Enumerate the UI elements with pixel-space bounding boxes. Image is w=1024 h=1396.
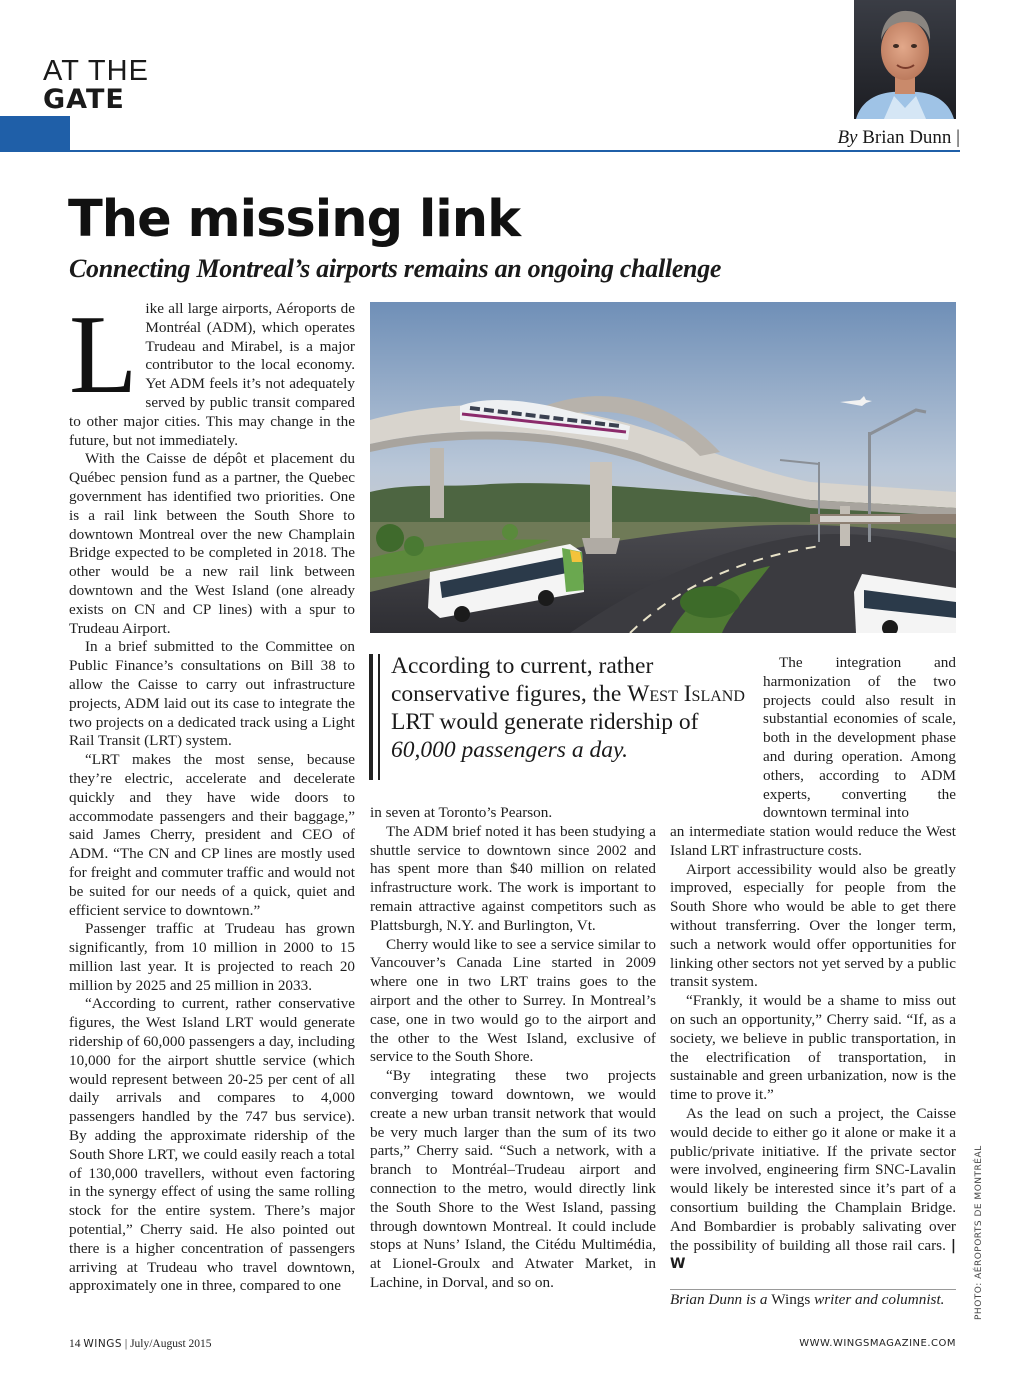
byline-prefix: By bbox=[837, 127, 858, 148]
paragraph-text: As the lead on such a project, the Caisse would decide to either go it alone or make it a public/private initiative. If the private sector were involved, engineering firm SNC-Lavalin would likely be interested since it’s part of a consortium building the Champlain Bridge. And Bombardier is probably salivating over the possibility of building all those rail cars. bbox=[670, 1104, 956, 1254]
website-url: WWW.WINGSMAGAZINE.COM bbox=[799, 1338, 956, 1349]
byline-author: Brian Dunn | bbox=[862, 127, 960, 148]
paragraph: Airport accessibility would also be greatly improved, especially for people from the South Shore who would be able to get there without transferring. Over the longer term, such a network would offer opportunities for linking other sectors not yet served by a public transit system. bbox=[670, 860, 956, 991]
author-bio bbox=[670, 1289, 956, 1309]
pull-quote-figure: 60,000 passengers a day. bbox=[391, 737, 628, 763]
byline bbox=[700, 127, 960, 149]
article-column-2 bbox=[370, 804, 656, 1329]
issue-date: | July/August 2015 bbox=[124, 1338, 212, 1350]
subheadline: Connecting Montreal’s airports remains an ongoing challenge bbox=[69, 254, 722, 283]
paragraph: “By integrating these two projects converging toward downtown, we would create a new urban transit network that would be very much larger than the sum of its two parts,” Cherry said. “Such a network, with a branch to Montréal–Trudeau airport and connection to the metro, would directly link the South Shore to the West Island, passing through downtown Montreal. It could include stops at Nuns’ Island, the Citédu Multimédia, at Lionel-Groulx and Atwater Market, in Lachine, in Dorval, and so on. bbox=[370, 1067, 656, 1291]
paragraph: Passenger traffic at Trudeau has grown significantly, from 10 million in 2000 to 15 million last year. It is projected to reach 20 million by 2025 and 25 million in 2033. bbox=[69, 920, 355, 994]
pull-quote-rule bbox=[369, 654, 373, 780]
paragraph: an intermediate station would reduce the West Island LRT infrastructure costs. bbox=[670, 823, 956, 859]
headline: The missing link bbox=[68, 190, 521, 249]
paragraph: in seven at Toronto’s Pearson. bbox=[370, 804, 553, 821]
paragraph: The ADM brief noted it has been studying a shuttle service to downtown since 2002 and has spent more than $40 million on related infrastructure work. The work is important to remain attractive against competitors such as Plattsburgh, N.Y. and Burlington, Vt. bbox=[370, 822, 656, 934]
lrt-station-photo bbox=[370, 302, 956, 633]
paragraph: “According to current, rather conservative figures, the West Island LRT would generate ridership of 60,000 passengers a day, including 10,000 for the airport shuttle service (which would represent between 20-25 per cent of all daily arrivals and compares to 4,000 passengers handled by the 747 bus service). By adding the approximate ridership of the South Shore LRT, we could easily reach a total of 130,000 travellers, without even factoring in the synergy effect of using the same rolling stock for the entire system. There’s major potential,” Cherry said. He also pointed out there is a higher concentration of passengers arriving at Trudeau who travel downtown, approximately one in three, compared to one bbox=[69, 995, 355, 1295]
paragraph: ike all large airports, Aéroports de Montréal (ADM), which operates Trudeau and Mirabel, is a major contributor to the local economy. Yet ADM feels it’s not adequately served by public transit compared to other major cities. This may change in the future, but not immediately. bbox=[69, 300, 355, 449]
paragraph: “Frankly, it would be a shame to miss out on such an opportunity,” Cherry said. “If, as a society, we believe in public transportation, in the electrification of transportation, in sustainable and green urbanization, now is the time to prove it.” bbox=[670, 992, 956, 1104]
page-number: 14 bbox=[69, 1338, 81, 1350]
article-column-1 bbox=[69, 300, 355, 1330]
paragraph: “LRT makes the most sense, because they’re electric, accelerate and decelerate quickly and they have wide doors to accommodate passengers and their baggage,” said James Cherry, president and CEO of ADM. “The CN and CP lines are mostly used for freight and commuter traffic and would not be suited for our needs of a quick, quiet and efficient service to downtown.” bbox=[69, 751, 355, 919]
pull-quote bbox=[391, 652, 751, 764]
paragraph: Cherry would like to see a service similar to Vancouver’s Canada Line started in 2009 where one in two LRT trains goes to the airport and the other to Surrey. In Montreal’s case, one in two would go to the airport and the other to the West Island, exclusive of service to the South Shore. bbox=[370, 935, 656, 1066]
paragraph: The integration and harmonization of the two projects could also result in substantial economies of scale, both in the development phase and during operation. Among others, according to ADM experts, converting the downtown terminal into bbox=[763, 654, 956, 822]
author-photo bbox=[854, 0, 956, 119]
article-column-3-top bbox=[763, 654, 956, 823]
article-column-3 bbox=[670, 823, 956, 1278]
author-bio-text: writer and columnist. bbox=[810, 1291, 945, 1308]
section-label-bottom: GATE bbox=[43, 84, 125, 115]
end-mark: | W bbox=[670, 1237, 956, 1273]
pull-quote-text: LRT would generate ridership of bbox=[391, 709, 699, 735]
magazine-name: WINGS bbox=[83, 1338, 123, 1350]
paragraph bbox=[670, 1105, 956, 1274]
pull-quote-west-island: West Island bbox=[627, 681, 745, 707]
drop-cap: L bbox=[69, 300, 138, 417]
section-label-top: AT THE bbox=[43, 55, 149, 87]
author-bio-magazine: Wings bbox=[771, 1291, 811, 1308]
section-accent-block bbox=[0, 116, 70, 152]
section-divider bbox=[70, 150, 960, 152]
paragraph: In a brief submitted to the Committee on Public Finance’s consultations on Bill 38 to allow the Caisse to carry out infrastructure projects, ADM laid out its case to integrate the two projects on a dedicated track using a Light Rail Transit (LRT) system. bbox=[69, 638, 355, 750]
pull-quote-text: According to current, rather conservative figures, the bbox=[391, 653, 654, 707]
photo-credit: PHOTO: AÉROPORTS DE MONTRÉAL bbox=[974, 1145, 984, 1320]
paragraph: With the Caisse de dépôt et placement du Québec pension fund as a partner, the Quebec government has identified two priorities. One is a rail link between the South Shore to downtown Montreal over the new Champlain Bridge expected to be completed in 2018. The other would be a new rail link between downtown and the West Island (one already exists on CN and CP lines) with a spur to Trudeau Airport. bbox=[69, 450, 355, 637]
author-bio-text: Brian Dunn is a bbox=[670, 1291, 772, 1308]
pull-quote-rule bbox=[378, 654, 380, 780]
page-footer-left bbox=[69, 1338, 212, 1350]
